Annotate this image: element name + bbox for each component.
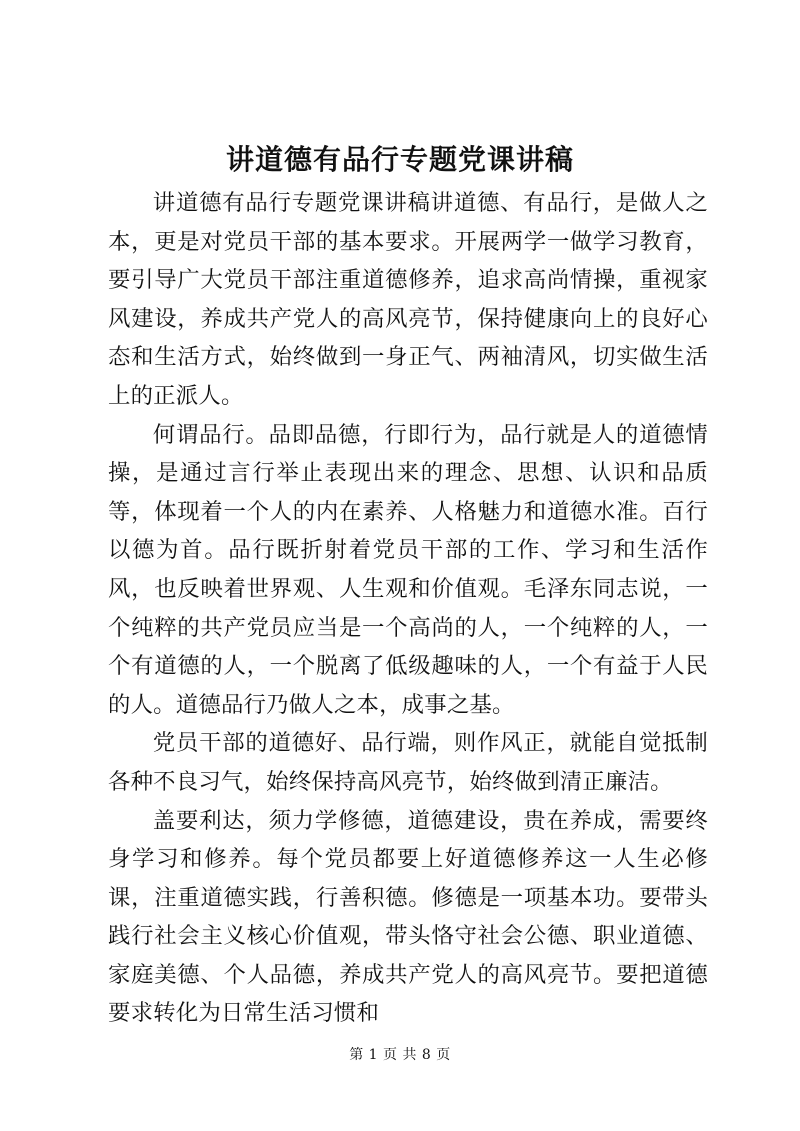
paragraph-4: 盖要利达，须力学修德，道德建设，贵在养成，需要终身学习和修养。每个党员都要上好道德修养这一人生必修课，注重道德实践，行善积德。修德是一项基本功。要带头践行社会主义核心价值观，带头恪守社会公德、职业道德、家庭美德、个人品德，养成共产党人的高风亮节。要把道德要求转化为日常生活习惯和: [108, 807, 708, 1027]
page-number-footer: 第 1 页 共 8 页: [349, 1047, 451, 1063]
paragraph-1: 讲道德有品行专题党课讲稿讲道德、有品行，是做人之本，更是对党员干部的基本要求。开展两学一做学习教育，要引导广大党员干部注重道德修养，追求高尚情操，重视家风建设，养成共产党人的高风亮节，保持健康向上的良好心态和生活方式，始终做到一身正气、两袖清风，切实做生活上的正派人。: [108, 190, 708, 409]
paragraph-3: 党员干部的道德好、品行端，则作风正，就能自觉抵制各种不良习气，始终保持高风亮节，始终做到清正廉洁。: [108, 730, 708, 795]
document-body: [108, 184, 708, 1033]
document-title: 讲道德有品行专题党课讲稿: [225, 143, 574, 176]
paragraph-2: 何谓品行。品即品德，行即行为，品行就是人的道德情操，是通过言行举止表现出来的理念、思想、认识和品质等，体现着一个人的内在素养、人格魅力和道德水准。百行以德为首。品行既折射着党员干部的工作、学习和生活作风，也反映着世界观、人生观和价值观。毛泽东同志说，一个纯粹的共产党员应当是一个高尚的人，一个纯粹的人，一个有道德的人，一个脱离了低级趣味的人，一个有益于人民的人。道德品行乃做人之本，成事之基。: [108, 421, 708, 718]
